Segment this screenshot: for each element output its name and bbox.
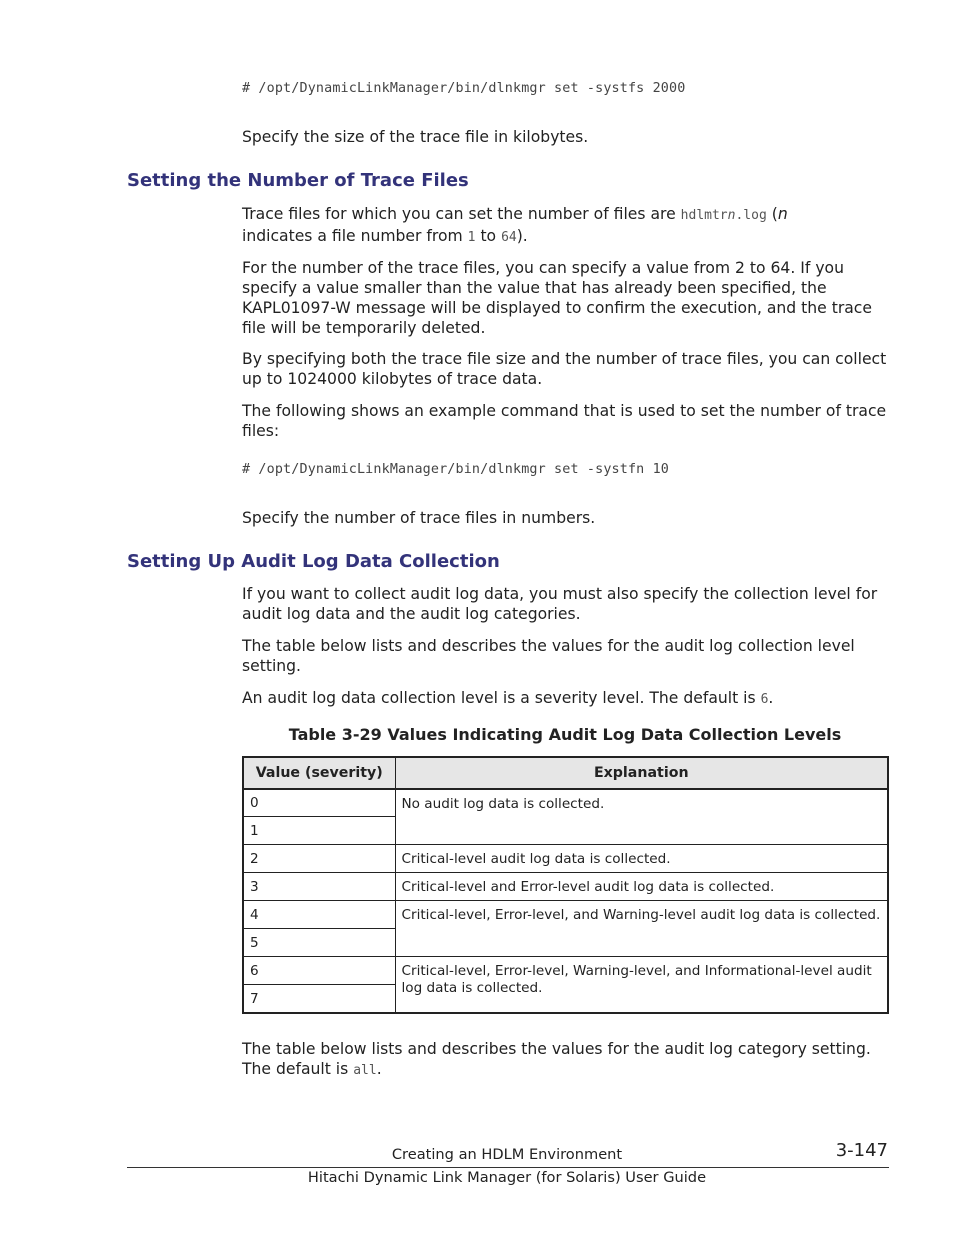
paragraph-audit-table-intro: The table below lists and describes the values for the audit log collection level setting. [242, 637, 855, 675]
audit-level-table [242, 756, 889, 1014]
paragraph-example-intro: The following shows an example command that is used to set the number of trace files: [242, 402, 887, 440]
page-number: 3-147 [835, 1140, 888, 1161]
paragraph-trace-total: By specifying both the trace file size and the number of trace files, you can collect up to 1024000 kilobytes of trace data. [242, 350, 887, 388]
footer-section-title: Creating an HDLM Environment [391, 1146, 623, 1163]
table-row [243, 873, 888, 901]
value-cell: 5 [243, 929, 395, 957]
explanation-cell: Critical-level audit log data is collected. [395, 845, 888, 873]
table-caption: Table 3-29 Values Indicating Audit Log Data Collection Levels [288, 725, 842, 744]
explanation-cell: No audit log data is collected. [395, 789, 888, 845]
table-header-row [243, 757, 888, 789]
section-heading-trace-files: Setting the Number of Trace Files [127, 170, 469, 191]
paragraph-audit-default: An audit log data collection level is a severity level. The default is 6. [242, 689, 774, 707]
column-header-explanation: Explanation [395, 757, 888, 789]
value-cell: 4 [243, 901, 395, 929]
value-cell: 0 [243, 789, 395, 817]
footer-divider [127, 1167, 889, 1168]
paragraph-audit-intro: If you want to collect audit log data, you must also specify the collection level for audit log data and the audit log categories. [242, 585, 878, 623]
paragraph-trace-size: Specify the size of the trace file in kilobytes. [242, 128, 589, 146]
explanation-cell: Critical-level, Error-level, and Warning-level audit log data is collected. [395, 901, 888, 957]
default-level-value: 6 [760, 692, 769, 707]
explanation-cell: Critical-level, Error-level, Warning-level, and Informational-level audit log data is collected. [395, 957, 888, 1014]
column-header-value: Value (severity) [243, 757, 395, 789]
explanation-cell: Critical-level and Error-level audit log data is collected. [395, 873, 888, 901]
value-cell: 7 [243, 985, 395, 1014]
value-cell: 1 [243, 817, 395, 845]
paragraph-category-intro: The table below lists and describes the values for the audit log category setting. The default is all. [242, 1040, 871, 1078]
default-category-value: all [353, 1063, 377, 1078]
table-row [243, 845, 888, 873]
paragraph-trace-file-names: Trace files for which you can set the number of files are hdlmtrn.log (n indicates a file number from 1 to 64). [242, 205, 788, 245]
footer-guide-title: Hitachi Dynamic Link Manager (for Solaris) User Guide [307, 1169, 707, 1186]
table-row [243, 901, 888, 929]
value-cell: 3 [243, 873, 395, 901]
value-cell: 2 [243, 845, 395, 873]
value-cell: 6 [243, 957, 395, 985]
paragraph-trace-file-range: For the number of the trace files, you can specify a value from 2 to 64. If you specify a value smaller than the value that has already been specified, the KAPL01097-W message will be displayed to confirm the execution, and the trace file will be temporarily deleted. [242, 259, 872, 337]
paragraph-trace-count: Specify the number of trace files in numbers. [242, 509, 596, 527]
table-row [243, 789, 888, 817]
section-heading-audit-log: Setting Up Audit Log Data Collection [127, 551, 500, 572]
table-row [243, 957, 888, 985]
code-sample-trace-count: # /opt/DynamicLinkManager/bin/dlnkmgr set -systfn 10 [242, 462, 670, 477]
trace-file-name: hdlmtrn.log [680, 208, 767, 223]
code-sample-trace-size: # /opt/DynamicLinkManager/bin/dlnkmgr set -systfs 2000 [242, 81, 686, 96]
